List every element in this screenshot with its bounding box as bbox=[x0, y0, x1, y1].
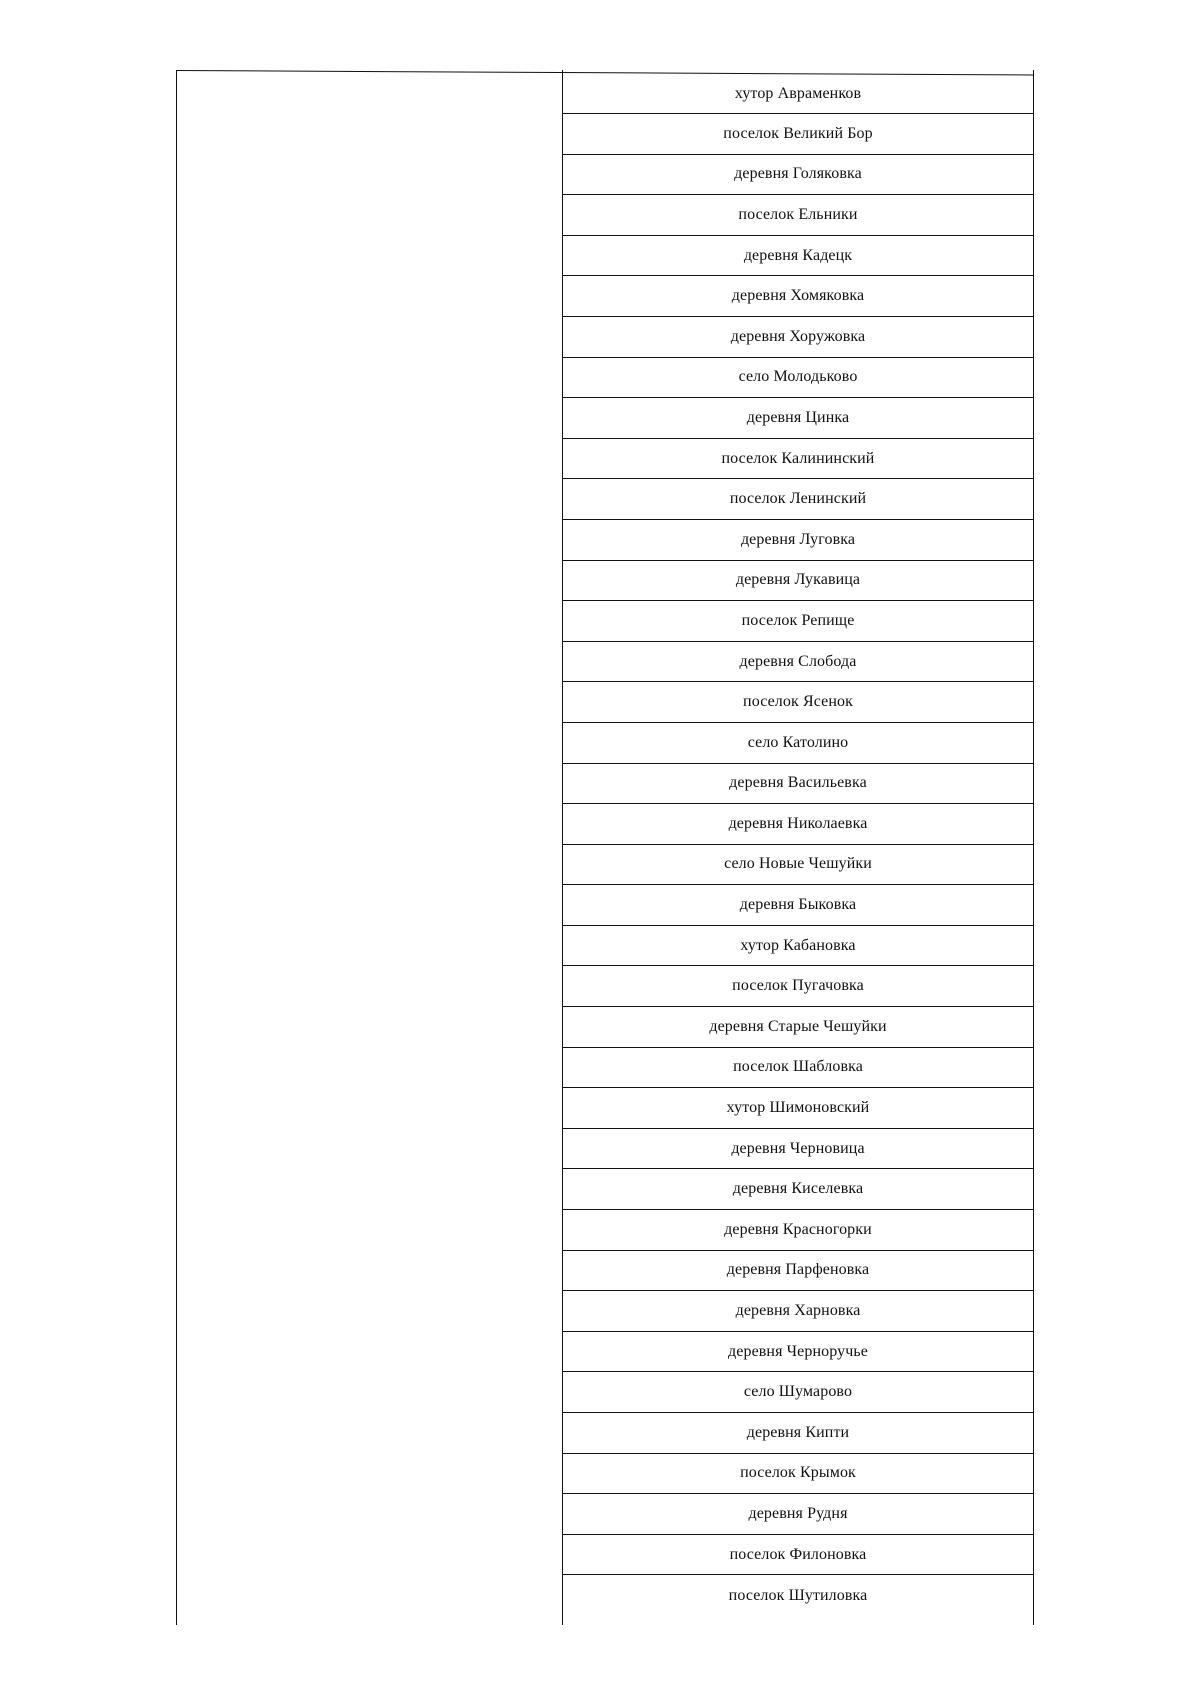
settlements-table bbox=[176, 70, 1036, 1625]
table-row: деревня Парфеновка bbox=[563, 1251, 1033, 1292]
table-row: поселок Великий Бор bbox=[563, 114, 1033, 155]
table-row: хутор Кабановка bbox=[563, 926, 1033, 967]
settlements-column bbox=[562, 70, 1034, 1625]
table-row: поселок Шутиловка bbox=[728, 1586, 868, 1604]
table-row: деревня Хомяковка bbox=[563, 276, 1033, 317]
table-row: деревня Луговка bbox=[563, 520, 1033, 561]
table-row: хутор Авраменков bbox=[563, 74, 1033, 114]
table-row: поселок Ельники bbox=[563, 195, 1033, 236]
table-row: деревня Харновка bbox=[563, 1291, 1033, 1332]
table-row: село Шумарово bbox=[563, 1372, 1033, 1413]
table-row: деревня Цинка bbox=[563, 398, 1033, 439]
table-row: деревня Васильевка bbox=[563, 764, 1033, 805]
table-row: село Католино bbox=[563, 723, 1033, 764]
table-row: хутор Шимоновский bbox=[563, 1088, 1033, 1129]
table-row: село Новые Чешуйки bbox=[563, 845, 1033, 886]
table-row: деревня Лукавица bbox=[563, 561, 1033, 602]
table-row: деревня Кадецк bbox=[563, 236, 1033, 277]
table-row: деревня Николаевка bbox=[563, 804, 1033, 845]
table-row: деревня Красногорки bbox=[563, 1210, 1033, 1251]
table-row: деревня Черноручье bbox=[563, 1332, 1033, 1373]
table-row: поселок Калининский bbox=[563, 439, 1033, 480]
table-row: деревня Старые Чешуйки bbox=[563, 1007, 1033, 1048]
table-row: деревня Слобода bbox=[563, 642, 1033, 683]
table-row: поселок Ленинский bbox=[563, 479, 1033, 520]
table-row: поселок Ясенок bbox=[563, 682, 1033, 723]
table-row: поселок Шабловка bbox=[563, 1048, 1033, 1089]
table-row: поселок Пугачовка bbox=[563, 966, 1033, 1007]
table-row: поселок Филоновка bbox=[563, 1535, 1033, 1576]
table-row: поселок Крымок bbox=[563, 1454, 1033, 1495]
table-row: поселок Репище bbox=[563, 601, 1033, 642]
table-row: деревня Хоружовка bbox=[563, 317, 1033, 358]
table-row: деревня Быковка bbox=[563, 885, 1033, 926]
table-row: село Молодьково bbox=[563, 358, 1033, 399]
table-row: деревня Рудня bbox=[563, 1494, 1033, 1535]
table-row: деревня Киселевка bbox=[563, 1169, 1033, 1210]
table-row: деревня Голяковка bbox=[563, 155, 1033, 196]
table-row: деревня Черновица bbox=[563, 1129, 1033, 1170]
table-row: деревня Кипти bbox=[563, 1413, 1033, 1454]
table-left-border bbox=[176, 70, 177, 1625]
